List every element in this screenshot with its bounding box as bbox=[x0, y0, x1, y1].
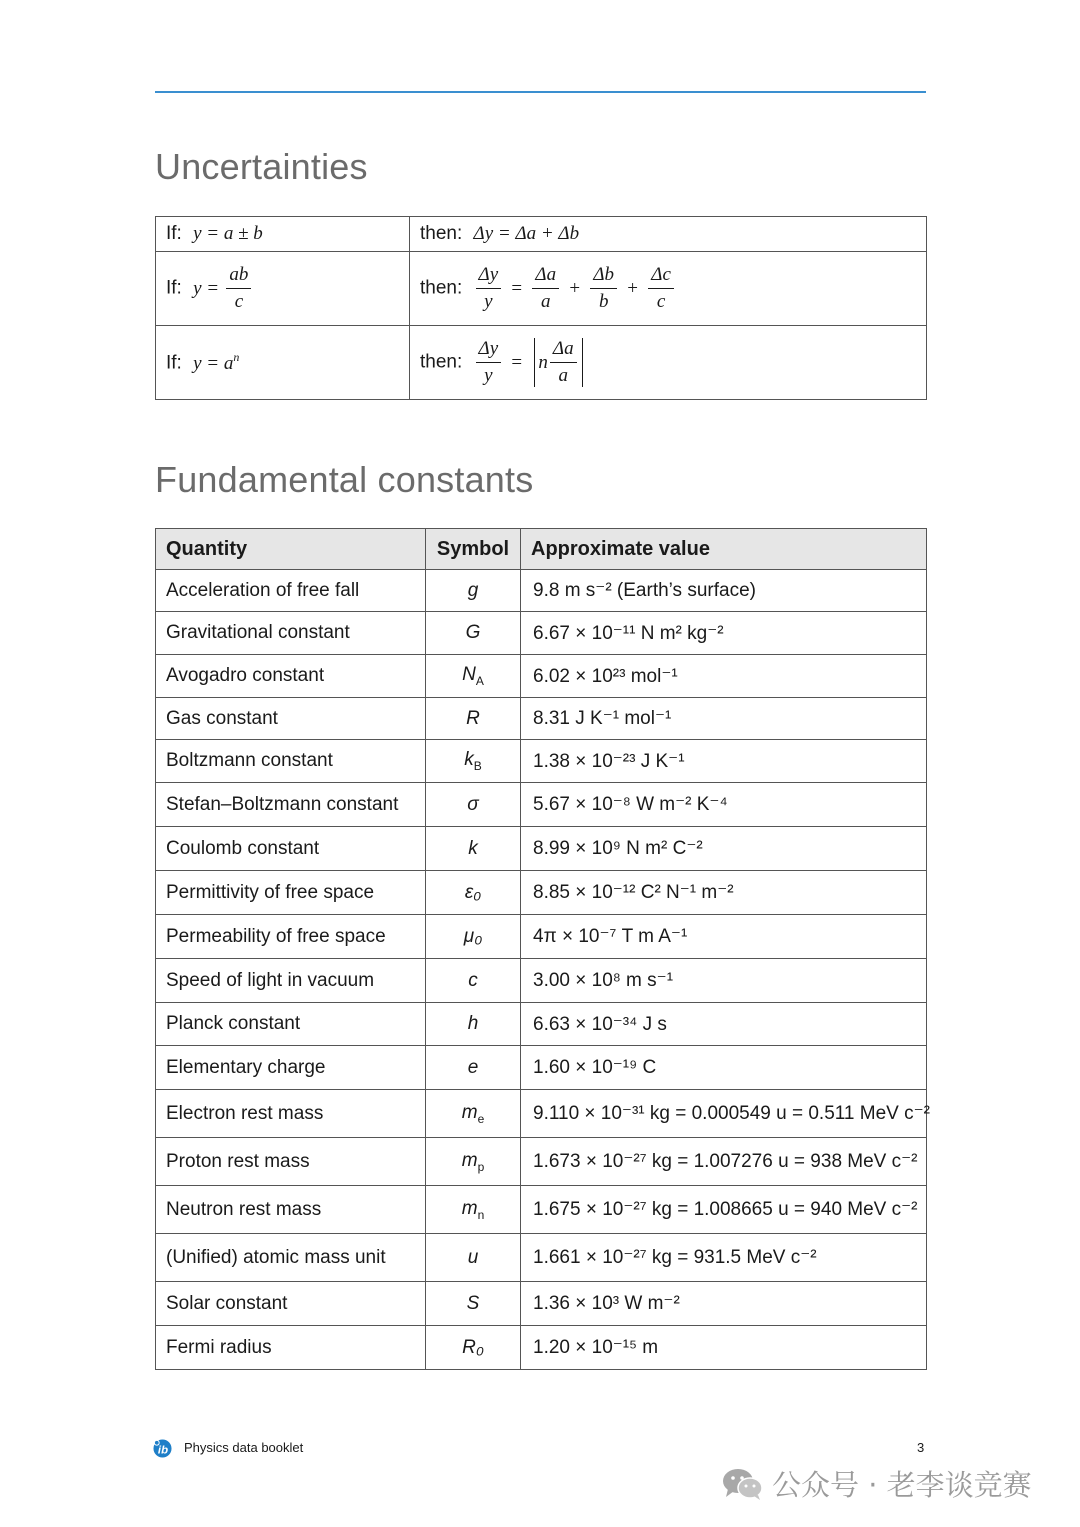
symbol-cell: $m_n$ bbox=[426, 1186, 521, 1234]
fraction bbox=[550, 338, 577, 387]
denominator: a bbox=[558, 365, 568, 386]
symbol-cell: k bbox=[426, 827, 521, 871]
symbol-cell: c bbox=[426, 959, 521, 1003]
header-value: Approximate value bbox=[521, 529, 927, 570]
table-row bbox=[156, 1003, 927, 1046]
if-label: If: bbox=[166, 352, 182, 374]
value-cell: 6.63 × 10⁻³⁴ J s bbox=[521, 1003, 927, 1046]
constants-table bbox=[155, 528, 930, 1370]
denominator: c bbox=[234, 291, 244, 312]
header-quantity: Quantity bbox=[156, 529, 426, 570]
symbol-cell: g bbox=[426, 570, 521, 612]
then-cell bbox=[410, 217, 927, 252]
table-row bbox=[156, 1046, 927, 1090]
table-row bbox=[156, 1138, 927, 1186]
table-row bbox=[156, 1186, 927, 1234]
if-cell bbox=[156, 326, 410, 400]
quantity-cell: Fermi radius bbox=[156, 1326, 426, 1370]
value-cell: 4π × 10⁻⁷ T m A⁻¹ bbox=[521, 915, 927, 959]
symbol-cell: ε₀ bbox=[426, 871, 521, 915]
value-cell: 5.67 × 10⁻⁸ W m⁻² K⁻⁴ bbox=[521, 783, 927, 827]
ib-logo-icon bbox=[153, 1439, 172, 1458]
absolute-value bbox=[534, 338, 582, 387]
quantity-cell: Speed of light in vacuum bbox=[156, 959, 426, 1003]
quantity-cell: Elementary charge bbox=[156, 1046, 426, 1090]
table-row bbox=[156, 740, 927, 783]
symbol-cell: $m_e$ bbox=[426, 1090, 521, 1138]
value-cell: 1.673 × 10⁻²⁷ kg = 1.007276 u = 938 MeV c⁻² bbox=[521, 1138, 927, 1186]
table-row bbox=[156, 959, 927, 1003]
value-cell: 9.110 × 10⁻³¹ kg = 0.000549 u = 0.511 MeV c⁻² bbox=[521, 1090, 927, 1138]
table-row bbox=[156, 612, 927, 655]
table-row bbox=[156, 217, 927, 252]
symbol-cell: u bbox=[426, 1234, 521, 1282]
watermark-text: 公众号 · 老李谈竞赛 bbox=[772, 1468, 1032, 1502]
n-symbol: n bbox=[538, 351, 548, 373]
fraction bbox=[476, 264, 502, 313]
table-row bbox=[156, 783, 927, 827]
exponent: n bbox=[233, 350, 240, 365]
then-label: then: bbox=[420, 277, 463, 299]
quantity-cell: Acceleration of free fall bbox=[156, 570, 426, 612]
ib-logo-text: ib bbox=[157, 1444, 169, 1457]
quantity-cell: Proton rest mass bbox=[156, 1138, 426, 1186]
fraction bbox=[648, 264, 674, 313]
table-row bbox=[156, 1326, 927, 1370]
if-cell bbox=[156, 217, 410, 252]
wechat-icon bbox=[722, 1467, 764, 1501]
quantity-cell: (Unified) atomic mass unit bbox=[156, 1234, 426, 1282]
quantity-cell: Electron rest mass bbox=[156, 1090, 426, 1138]
denominator: b bbox=[598, 291, 609, 312]
if-lhs: y = bbox=[193, 277, 220, 299]
header-symbol: Symbol bbox=[426, 529, 521, 570]
fraction bbox=[226, 264, 251, 313]
page-number: 3 bbox=[917, 1440, 925, 1455]
quantity-cell: Coulomb constant bbox=[156, 827, 426, 871]
value-cell: 1.36 × 10³ W m⁻² bbox=[521, 1282, 927, 1326]
quantity-cell: Boltzmann constant bbox=[156, 740, 426, 783]
value-cell: 3.00 × 10⁸ m s⁻¹ bbox=[521, 959, 927, 1003]
symbol-cell: h bbox=[426, 1003, 521, 1046]
value-cell: 8.85 × 10⁻¹² C² N⁻¹ m⁻² bbox=[521, 871, 927, 915]
if-lhs: y = a bbox=[193, 352, 234, 374]
quantity-cell: Neutron rest mass bbox=[156, 1186, 426, 1234]
value-cell: 6.02 × 10²³ mol⁻¹ bbox=[521, 655, 927, 698]
numerator: Δy bbox=[476, 264, 502, 289]
fraction bbox=[476, 338, 502, 387]
denominator: c bbox=[656, 291, 666, 312]
if-label: If: bbox=[166, 277, 182, 299]
value-cell: 1.60 × 10⁻¹⁹ C bbox=[521, 1046, 927, 1090]
table-row bbox=[156, 655, 927, 698]
table-row bbox=[156, 871, 927, 915]
symbol-cell: R₀ bbox=[426, 1326, 521, 1370]
value-cell: 1.675 × 10⁻²⁷ kg = 1.008665 u = 940 MeV c⁻² bbox=[521, 1186, 927, 1234]
quantity-cell: Permeability of free space bbox=[156, 915, 426, 959]
symbol-cell: $N_A$ bbox=[426, 655, 521, 698]
denominator: a bbox=[541, 291, 551, 312]
table-row bbox=[156, 1090, 927, 1138]
quantity-cell: Solar constant bbox=[156, 1282, 426, 1326]
symbol-cell: μ₀ bbox=[426, 915, 521, 959]
constants-body bbox=[156, 570, 930, 1370]
top-rule bbox=[155, 91, 926, 93]
value-cell: 1.661 × 10⁻²⁷ kg = 931.5 MeV c⁻² bbox=[521, 1234, 927, 1282]
quantity-cell: Planck constant bbox=[156, 1003, 426, 1046]
denominator: y bbox=[484, 365, 493, 386]
numerator: Δa bbox=[532, 264, 559, 289]
value-cell: 1.38 × 10⁻²³ J K⁻¹ bbox=[521, 740, 927, 783]
constants-heading: Fundamental constants bbox=[155, 459, 534, 500]
value-cell: 9.8 m s⁻² (Earth’s surface) bbox=[521, 570, 927, 612]
then-cell bbox=[410, 326, 927, 400]
plus-sign: + bbox=[569, 277, 581, 299]
booklet-title: Physics data booklet bbox=[184, 1440, 304, 1455]
plus-sign: + bbox=[627, 277, 639, 299]
value-cell: 6.67 × 10⁻¹¹ N m² kg⁻² bbox=[521, 612, 927, 655]
value-cell: 1.20 × 10⁻¹⁵ m bbox=[521, 1326, 927, 1370]
denominator: y bbox=[484, 291, 493, 312]
numerator: Δc bbox=[648, 264, 674, 289]
then-cell bbox=[410, 252, 927, 326]
quantity-cell: Permittivity of free space bbox=[156, 871, 426, 915]
then-label: then: bbox=[420, 351, 463, 373]
quantity-cell: Avogadro constant bbox=[156, 655, 426, 698]
uncertainties-table bbox=[155, 216, 927, 400]
table-row bbox=[156, 1282, 927, 1326]
then-expression: Δy = Δa + Δb bbox=[473, 223, 580, 244]
symbol-cell: $m_p$ bbox=[426, 1138, 521, 1186]
table-row bbox=[156, 326, 927, 400]
table-row bbox=[156, 1234, 927, 1282]
if-expression: y = a ± b bbox=[193, 223, 263, 244]
symbol-cell: $k_B$ bbox=[426, 740, 521, 783]
table-row bbox=[156, 827, 927, 871]
table-row bbox=[156, 570, 927, 612]
numerator: Δy bbox=[476, 338, 502, 363]
if-cell bbox=[156, 252, 410, 326]
table-header-row bbox=[156, 529, 927, 570]
quantity-cell: Gas constant bbox=[156, 698, 426, 740]
table-row bbox=[156, 252, 927, 326]
if-label: If: bbox=[166, 223, 182, 244]
symbol-cell: σ bbox=[426, 783, 521, 827]
then-label: then: bbox=[420, 223, 463, 244]
numerator: ab bbox=[226, 264, 251, 289]
fraction bbox=[590, 264, 617, 313]
uncertainties-heading: Uncertainties bbox=[155, 146, 368, 187]
symbol-cell: S bbox=[426, 1282, 521, 1326]
quantity-cell: Gravitational constant bbox=[156, 612, 426, 655]
equals-sign: = bbox=[511, 351, 523, 373]
table-row bbox=[156, 698, 927, 740]
value-cell: 8.99 × 10⁹ N m² C⁻² bbox=[521, 827, 927, 871]
symbol-cell: e bbox=[426, 1046, 521, 1090]
numerator: Δa bbox=[550, 338, 577, 363]
quantity-cell: Stefan–Boltzmann constant bbox=[156, 783, 426, 827]
symbol-cell: R bbox=[426, 698, 521, 740]
symbol-cell: G bbox=[426, 612, 521, 655]
value-cell: 8.31 J K⁻¹ mol⁻¹ bbox=[521, 698, 927, 740]
table-row bbox=[156, 915, 927, 959]
watermark bbox=[722, 1463, 1032, 1504]
numerator: Δb bbox=[590, 264, 617, 289]
equals-sign: = bbox=[511, 277, 523, 299]
fraction bbox=[532, 264, 559, 313]
